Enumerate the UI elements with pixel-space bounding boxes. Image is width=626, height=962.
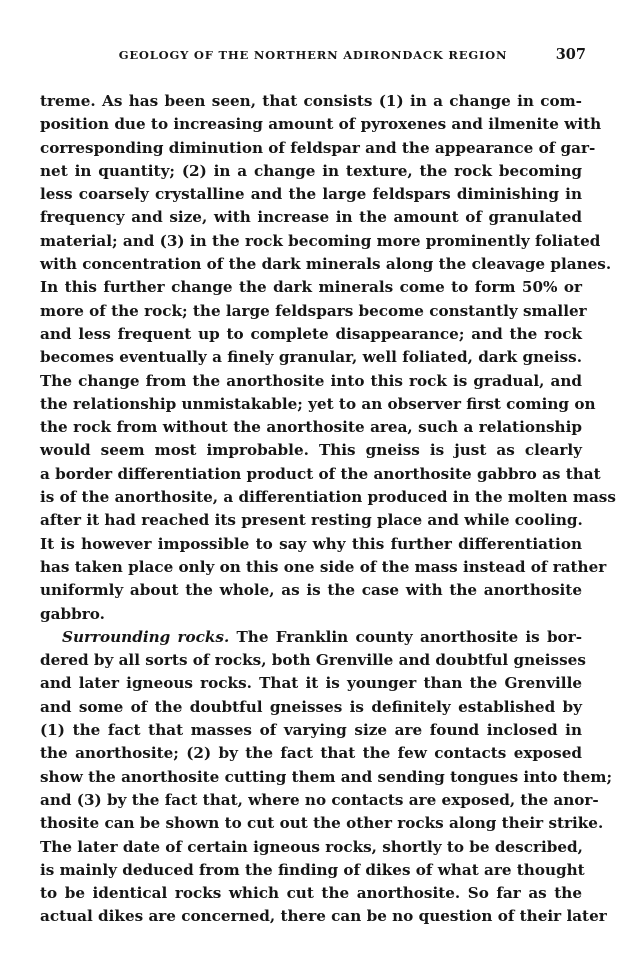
text-line: the relationship unmistakable; yet to an observer first coming on [40, 394, 596, 413]
text-line: to be identical rocks which cut the anorthosite. So far as the [40, 884, 582, 903]
text-line: frequency and size, with increase in the amount of granulated [40, 208, 582, 227]
heading-line-text: The Franklin county anorthosite is bor- [236, 627, 582, 646]
page-header [40, 46, 586, 66]
text-line: is mainly deduced from the finding of dikes of what are thought [40, 860, 585, 879]
paragraph [40, 90, 616, 626]
text-line: and (3) by the fact that, where no contacts are exposed, the anor- [40, 790, 599, 809]
text-line: corresponding diminution of feldspar and the appearance of gar- [40, 138, 596, 157]
text-line: dered by all sorts of rocks, both Grenville and doubtful gneisses [40, 651, 586, 670]
text-line: treme. As has been seen, that consists (1) in a change in com- [40, 92, 582, 110]
body-text [40, 90, 616, 929]
text-line: thosite can be shown to cut out the other rocks along their strike. [40, 814, 604, 833]
text-line: with concentration of the dark minerals along the cleavage planes. [40, 255, 612, 274]
page-number: 307 [555, 46, 586, 63]
text-line: and later igneous rocks. That it is younger than the Grenville [40, 674, 582, 693]
running-head: GEOLOGY OF THE NORTHERN ADIRONDACK REGION [118, 48, 508, 62]
text-line: material; and (3) in the rock becoming more prominently foliated [40, 231, 601, 250]
text-line: In this further change the dark minerals come to form 50% or [40, 278, 582, 297]
section-heading: Surrounding rocks. [62, 627, 230, 646]
text-line: position due to increasing amount of pyroxenes and ilmenite with [40, 115, 602, 134]
text-line: more of the rock; the large feldspars become constantly smaller [40, 301, 587, 320]
text-line: would seem most improbable. This gneiss is just as clearly [40, 441, 582, 460]
text-line: is of the anorthosite, a differentiation produced in the molten mass [40, 488, 616, 507]
text-line: has taken place only on this one side of the mass instead of rather [40, 557, 607, 576]
text-line: the anorthosite; (2) by the fact that the few contacts exposed [40, 744, 582, 763]
text-line: and less frequent up to complete disappearance; and the rock [40, 324, 582, 343]
text-line: show the anorthosite cutting them and sending tongues into them; [40, 767, 613, 786]
text-line: net in quantity; (2) in a change in texture, the rock becoming [40, 161, 582, 180]
text-line: The later date of certain igneous rocks, shortly to be described, [40, 837, 583, 856]
text-line: (1) the fact that masses of varying size are found inclosed in [40, 721, 582, 740]
text-line: after it had reached its present resting place and while cooling. [40, 511, 583, 530]
text-line: and some of the doubtful gneisses is definitely established by [40, 697, 582, 716]
text-line: the rock from without the anorthosite area, such a relationship [40, 418, 582, 437]
text-line: The change from the anorthosite into this rock is gradual, and [40, 371, 582, 390]
paragraph [40, 626, 613, 929]
text-line: uniformly about the whole, as is the case with the anorthosite [40, 581, 582, 600]
text-line: less coarsely crystalline and the large feldspars diminishing in [40, 185, 582, 204]
text-line: gabbro. [40, 604, 105, 623]
text-line: becomes eventually a finely granular, well foliated, dark gneiss. [40, 348, 582, 367]
text-line [40, 626, 582, 649]
text-line: a border differentiation product of the anorthosite gabbro as that [40, 464, 601, 483]
text-line: It is however impossible to say why this further differentiation [40, 534, 582, 553]
text-line: actual dikes are concerned, there can be no question of their later [40, 907, 607, 926]
